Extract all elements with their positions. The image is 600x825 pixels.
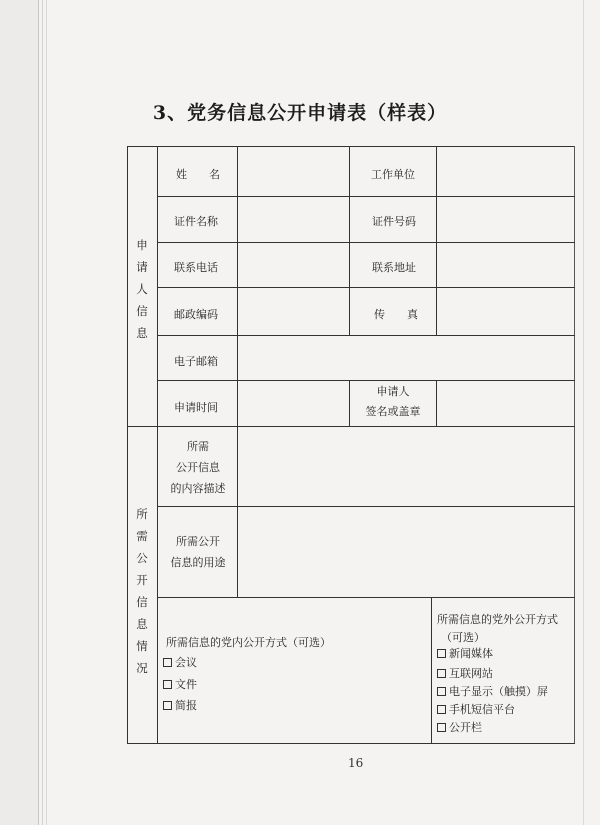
id-name-label: 证件名称 [174,215,218,228]
address-field[interactable] [437,243,574,287]
postcode-label: 邮政编码 [174,308,218,321]
checkbox-icon[interactable] [437,669,446,678]
external-option-bulletin-board[interactable]: 公开栏 [437,719,482,737]
internal-option-brief[interactable]: 简报 [163,697,197,715]
work-unit-label: 工作单位 [371,168,415,181]
phone-label: 联系电话 [174,261,218,274]
name-label: 姓 名 [176,168,220,181]
email-field[interactable] [238,336,574,380]
signature-field[interactable] [437,381,574,426]
checkbox-icon[interactable] [437,687,446,696]
work-unit-field[interactable] [437,147,574,196]
postcode-field[interactable] [238,288,349,335]
external-option-website[interactable]: 互联网站 [437,665,493,683]
checkbox-icon[interactable] [163,701,172,710]
content-description-field[interactable] [238,427,574,506]
id-number-field[interactable] [437,197,574,242]
external-option-sms[interactable]: 手机短信平台 [437,701,515,719]
internal-option-document[interactable]: 文件 [163,676,197,694]
applicant-section-heading: 申 请 人 信 息 [136,238,148,340]
fax-field[interactable] [437,288,574,335]
checkbox-icon[interactable] [437,649,446,658]
apply-time-field[interactable] [238,381,349,426]
page-number: 16 [348,756,364,770]
external-option-display-screen[interactable]: 电子显示（触摸）屏 [437,683,548,701]
address-label: 联系地址 [372,261,416,274]
external-methods-heading: 所需信息的党外公开方式 （可选） [437,613,558,644]
form-title: 3、党务信息公开申请表（样表） [152,102,448,124]
usage-label: 所需公开 信息的用途 [170,535,226,569]
internal-option-meeting[interactable]: 会议 [163,654,197,672]
checkbox-icon[interactable] [437,705,446,714]
email-label: 电子邮箱 [174,355,218,368]
id-number-label: 证件号码 [372,215,416,228]
phone-field[interactable] [238,243,349,287]
apply-time-label: 申请时间 [174,401,218,414]
checkbox-icon[interactable] [163,658,172,667]
id-name-field[interactable] [238,197,349,242]
content-description-label: 所需 公开信息 的内容描述 [170,440,226,495]
checkbox-icon[interactable] [163,680,172,689]
external-option-news-media[interactable]: 新闻媒体 [437,645,493,663]
checkbox-icon[interactable] [437,723,446,732]
name-field[interactable] [238,147,349,196]
signature-label: 申请人 签名或盖章 [365,385,421,418]
request-section-heading: 所 需 公 开 信 息 情 况 [136,507,148,675]
internal-methods-heading: 所需信息的党内公开方式（可选） [166,636,331,649]
usage-field[interactable] [238,507,574,597]
fax-label: 传 真 [374,308,418,321]
